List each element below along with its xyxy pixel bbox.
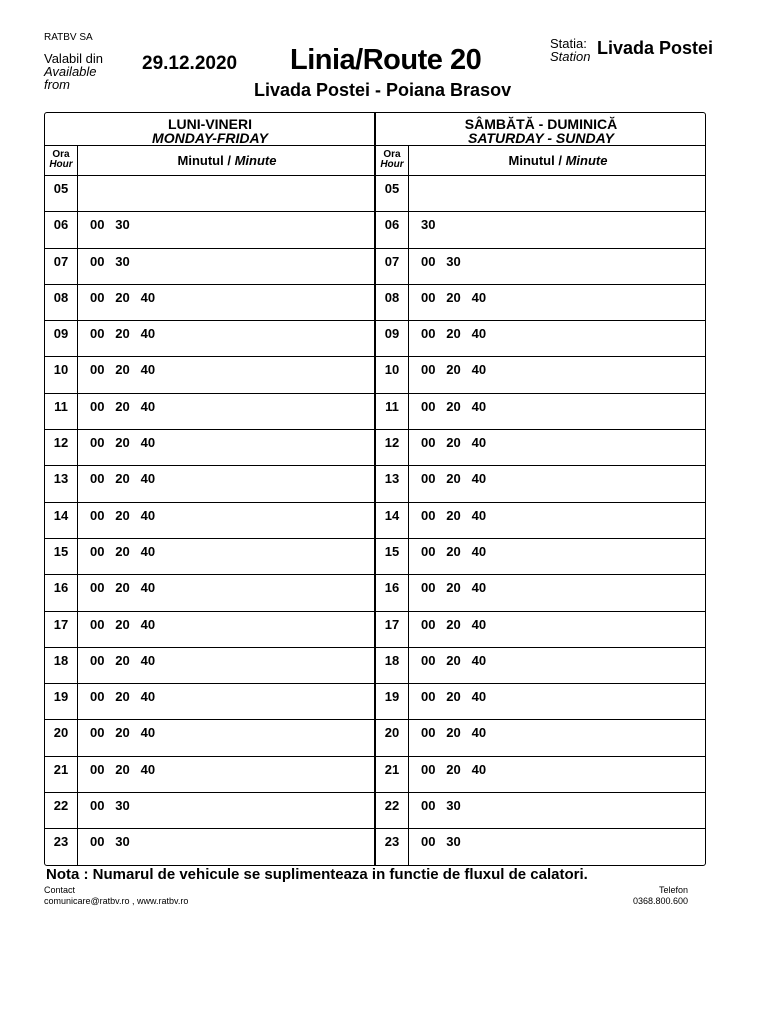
table-row bbox=[376, 684, 706, 720]
contact-block bbox=[44, 885, 188, 907]
hour-cell: 11 bbox=[376, 394, 409, 429]
minutes-cell: 00 20 40 bbox=[421, 580, 487, 596]
weekend-hour-header bbox=[376, 146, 409, 175]
minutes-cell: 00 30 bbox=[90, 798, 130, 814]
table-row bbox=[376, 394, 706, 430]
hour-cell: 17 bbox=[376, 612, 409, 647]
weekend-header bbox=[376, 113, 706, 146]
minutes-cell: 00 30 bbox=[90, 253, 130, 269]
table-row bbox=[376, 466, 706, 502]
table-row bbox=[376, 829, 706, 865]
hour-cell: 13 bbox=[45, 466, 78, 501]
valid-from-en-2: from bbox=[44, 77, 70, 92]
minutes-cell: 00 20 40 bbox=[421, 471, 487, 487]
station-label-ro: Statia: bbox=[550, 36, 587, 51]
minutes-cell: 00 20 40 bbox=[421, 616, 487, 632]
minutes-cell: 00 20 40 bbox=[421, 398, 487, 414]
table-row bbox=[376, 249, 706, 285]
minute-label-ro: Minutul / bbox=[177, 153, 235, 168]
table-row bbox=[45, 503, 375, 539]
hour-label-en: Hour bbox=[380, 159, 404, 170]
table-row bbox=[45, 793, 375, 829]
minutes-cell: 00 20 40 bbox=[90, 761, 156, 777]
table-row bbox=[45, 212, 375, 248]
minutes-cell: 00 20 40 bbox=[90, 471, 156, 487]
minutes-cell: 00 20 40 bbox=[90, 725, 156, 741]
table-row bbox=[376, 503, 706, 539]
hour-cell: 10 bbox=[45, 357, 78, 392]
table-row bbox=[45, 321, 375, 357]
minute-label-en: Minute bbox=[565, 153, 608, 168]
weekday-minute-header bbox=[79, 146, 375, 175]
table-row bbox=[376, 430, 706, 466]
minutes-cell: 00 20 40 bbox=[90, 689, 156, 705]
minutes-cell: 00 30 bbox=[90, 834, 130, 850]
hour-cell: 22 bbox=[45, 793, 78, 828]
minute-label-ro: Minutul / bbox=[508, 153, 566, 168]
hour-cell: 09 bbox=[45, 321, 78, 356]
table-row bbox=[45, 612, 375, 648]
hour-cell: 19 bbox=[376, 684, 409, 719]
hour-cell: 23 bbox=[45, 829, 78, 865]
table-row bbox=[376, 720, 706, 756]
minutes-cell: 00 20 40 bbox=[90, 580, 156, 596]
minutes-cell: 00 20 40 bbox=[421, 289, 487, 305]
hour-cell: 08 bbox=[376, 285, 409, 320]
phone-value: 0368.800.600 bbox=[632, 896, 688, 906]
table-row bbox=[376, 612, 706, 648]
contact-label: Contact bbox=[44, 885, 76, 895]
weekday-rows bbox=[45, 176, 375, 866]
minutes-cell: 00 20 40 bbox=[90, 507, 156, 523]
hour-cell: 19 bbox=[45, 684, 78, 719]
table-row bbox=[45, 176, 375, 212]
minutes-cell: 30 bbox=[421, 217, 436, 233]
minutes-cell: 00 20 40 bbox=[90, 398, 156, 414]
weekday-column-header bbox=[45, 146, 375, 176]
minutes-cell: 00 20 40 bbox=[90, 616, 156, 632]
route-title: Linia/Route 20 bbox=[290, 44, 482, 76]
table-row bbox=[45, 285, 375, 321]
minutes-cell: 00 20 40 bbox=[421, 362, 487, 378]
phone-label: Telefon bbox=[658, 885, 688, 895]
minutes-cell: 00 20 40 bbox=[421, 435, 487, 451]
table-row bbox=[45, 757, 375, 793]
weekday-title-en: MONDAY-FRIDAY bbox=[152, 130, 268, 146]
minutes-cell: 00 30 bbox=[421, 253, 461, 269]
minutes-cell: 00 20 40 bbox=[421, 761, 487, 777]
table-row bbox=[45, 357, 375, 393]
hour-cell: 18 bbox=[45, 648, 78, 683]
table-row bbox=[45, 575, 375, 611]
table-row bbox=[376, 285, 706, 321]
company-name: RATBV SA bbox=[44, 32, 93, 43]
station-label-en: Station bbox=[550, 49, 591, 64]
table-row bbox=[45, 394, 375, 430]
minutes-cell: 00 20 40 bbox=[90, 362, 156, 378]
weekday-title-ro: LUNI-VINERI bbox=[168, 116, 252, 132]
table-row bbox=[376, 212, 706, 248]
contact-value: comunicare@ratbv.ro , www.ratbv.ro bbox=[44, 896, 189, 906]
hour-cell: 12 bbox=[45, 430, 78, 465]
minutes-cell: 00 20 40 bbox=[90, 326, 156, 342]
hour-cell: 18 bbox=[376, 648, 409, 683]
table-row bbox=[376, 575, 706, 611]
minutes-cell: 00 30 bbox=[90, 217, 130, 233]
weekend-rows bbox=[376, 176, 706, 866]
hour-cell: 21 bbox=[376, 757, 409, 792]
minute-label-en: Minute bbox=[234, 153, 277, 168]
hour-cell: 20 bbox=[45, 720, 78, 755]
hour-cell: 05 bbox=[376, 176, 409, 211]
hour-cell: 13 bbox=[376, 466, 409, 501]
route-subtitle: Livada Postei - Poiana Brasov bbox=[254, 80, 512, 100]
valid-from-ro: Valabil din bbox=[44, 51, 104, 66]
minutes-cell: 00 30 bbox=[421, 798, 461, 814]
station-label bbox=[550, 37, 590, 63]
minutes-cell: 00 20 40 bbox=[421, 689, 487, 705]
table-row bbox=[45, 720, 375, 756]
minutes-cell: 00 20 40 bbox=[421, 652, 487, 668]
weekend-title-ro: SÂMBĂTĂ - DUMINICĂ bbox=[464, 116, 618, 132]
table-row bbox=[376, 757, 706, 793]
table-row bbox=[376, 793, 706, 829]
hour-cell: 15 bbox=[376, 539, 409, 574]
footer-note: Nota : Numarul de vehicule se suplimenteaza in functie de fluxul de calatori. bbox=[46, 866, 588, 883]
table-row bbox=[45, 684, 375, 720]
minutes-cell: 00 20 40 bbox=[90, 435, 156, 451]
weekend-column-header bbox=[376, 146, 706, 176]
hour-label-en: Hour bbox=[49, 159, 73, 170]
hour-cell: 16 bbox=[376, 575, 409, 610]
weekend-minute-header bbox=[410, 146, 706, 175]
hour-cell: 17 bbox=[45, 612, 78, 647]
hour-cell: 10 bbox=[376, 357, 409, 392]
minutes-cell: 00 20 40 bbox=[421, 725, 487, 741]
hour-cell: 15 bbox=[45, 539, 78, 574]
hour-cell: 22 bbox=[376, 793, 409, 828]
hour-cell: 07 bbox=[376, 249, 409, 284]
hour-label-ro: Ora bbox=[52, 149, 70, 160]
minutes-cell: 00 30 bbox=[421, 834, 461, 850]
hour-cell: 06 bbox=[376, 212, 409, 247]
table-row bbox=[376, 648, 706, 684]
minutes-cell: 00 20 40 bbox=[90, 652, 156, 668]
minutes-cell: 00 20 40 bbox=[421, 507, 487, 523]
station-name: Livada Postei bbox=[597, 38, 714, 58]
table-row bbox=[45, 466, 375, 502]
hour-cell: 11 bbox=[45, 394, 78, 429]
hour-cell: 20 bbox=[376, 720, 409, 755]
table-row bbox=[45, 249, 375, 285]
hour-cell: 08 bbox=[45, 285, 78, 320]
table-row bbox=[45, 829, 375, 865]
table-row bbox=[376, 321, 706, 357]
hour-cell: 14 bbox=[376, 503, 409, 538]
hour-cell: 16 bbox=[45, 575, 78, 610]
minutes-cell: 00 20 40 bbox=[421, 326, 487, 342]
weekend-section bbox=[376, 113, 706, 865]
weekday-section bbox=[45, 113, 375, 865]
weekday-hour-header bbox=[45, 146, 78, 175]
table-row bbox=[376, 357, 706, 393]
phone-block bbox=[600, 885, 688, 907]
minutes-cell: 00 20 40 bbox=[90, 289, 156, 305]
hour-cell: 07 bbox=[45, 249, 78, 284]
weekday-header bbox=[45, 113, 375, 146]
hour-cell: 09 bbox=[376, 321, 409, 356]
valid-date: 29.12.2020 bbox=[142, 53, 238, 74]
hour-cell: 06 bbox=[45, 212, 78, 247]
hour-label-ro: Ora bbox=[383, 149, 401, 160]
hour-cell: 23 bbox=[376, 829, 409, 865]
hour-cell: 05 bbox=[45, 176, 78, 211]
hour-cell: 14 bbox=[45, 503, 78, 538]
table-row bbox=[45, 430, 375, 466]
table-row bbox=[376, 176, 706, 212]
hour-cell: 21 bbox=[45, 757, 78, 792]
minutes-cell: 00 20 40 bbox=[421, 543, 487, 559]
valid-from-en-1: Available bbox=[44, 64, 97, 79]
minutes-cell: 00 20 40 bbox=[90, 543, 156, 559]
valid-from-label bbox=[44, 52, 103, 91]
hour-cell: 12 bbox=[376, 430, 409, 465]
table-row bbox=[376, 539, 706, 575]
table-row bbox=[45, 539, 375, 575]
table-row bbox=[45, 648, 375, 684]
weekend-title-en: SATURDAY - SUNDAY bbox=[468, 130, 614, 146]
timetable bbox=[44, 112, 706, 866]
